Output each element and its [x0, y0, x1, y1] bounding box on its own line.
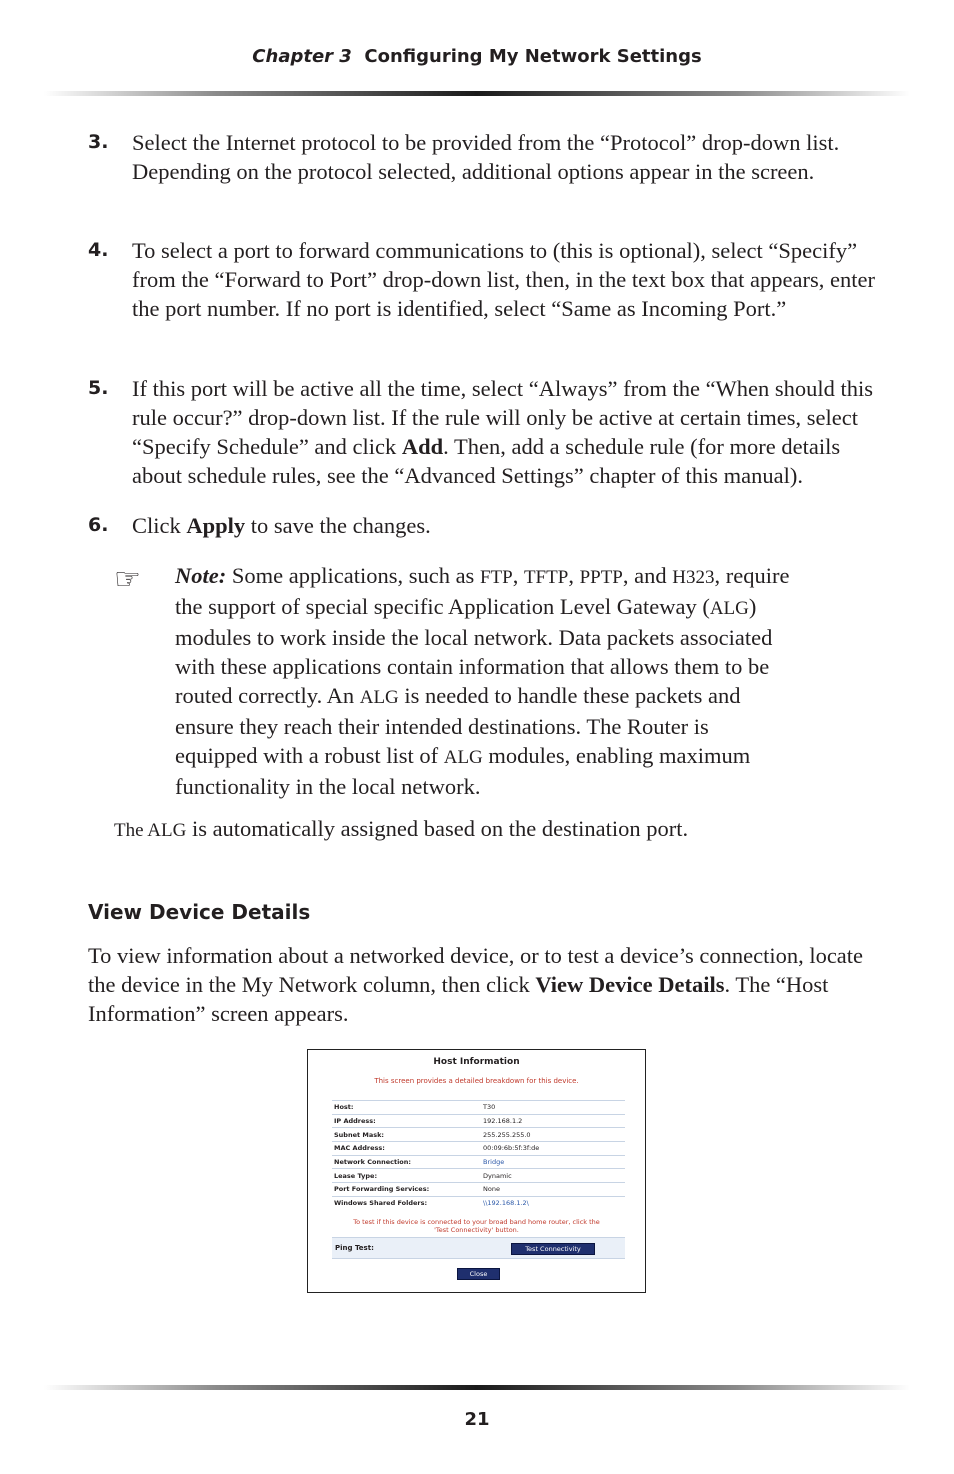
pointing-hand-icon: ☞ [114, 562, 141, 597]
footer-rule [44, 1385, 910, 1390]
chapter-label: Chapter 3 [252, 46, 352, 67]
test-connectivity-button[interactable]: Test Connectivity [511, 1243, 595, 1255]
table-row: Windows Shared Folders: \\192.168.1.2\ [332, 1196, 625, 1209]
chapter-title: Configuring My Network Settings [364, 46, 702, 67]
alg-paragraph: The ALG is automatically assigned based on the destination port. [114, 816, 689, 841]
step-text: Click Apply to save the changes. [132, 513, 431, 538]
table-row: Subnet Mask: 255.255.255.0 [332, 1128, 625, 1142]
note-text: Note: Some applications, such as FTP, TFTP, PPTP, and H323, require the support of special specific Application Level Gateway (ALG) modules to work inside the local network. Data packets associated with these applications contain information that allows them to be routed correctly. An ALG is needed to handle these packets and ensure they reach their intended destinations. The Router is equipped with a robust list of ALG modules, enabling maximum functionality in the local network. [175, 563, 790, 799]
host-info-table [332, 1100, 625, 1210]
ping-test-row [332, 1237, 625, 1259]
table-row: Port Forwarding Services: None [332, 1183, 625, 1197]
screen-title: Host Information [433, 1057, 520, 1067]
close-button[interactable]: Close [457, 1268, 500, 1280]
page-number: 21 [464, 1409, 490, 1430]
step-text: If this port will be active all the time, select “Always” from the “When should this rule occur?” drop-down list. If the rule will only be active at certain times, select “Specify Schedule” and click Add. Then, add a schedule rule (for more details about schedule rules, see the “Advanced Settings” chapter of this manual). [132, 376, 874, 488]
step-text: To select a port to forward communications to (this is optional), select “Specify” from the “Forward to Port” drop-down list, then, in the text box that appears, enter the port number. If no port is identified, select “Same as Incoming Port.” [132, 238, 875, 321]
test-hint: To test if this device is connected to your broad band home router, click the 'Test Connectivity' button. [353, 1218, 600, 1234]
step-number: 3. [88, 131, 109, 153]
step-number: 5. [88, 377, 109, 399]
host-information-screenshot [307, 1049, 646, 1293]
step-3 [88, 128, 878, 186]
step-number: 4. [88, 239, 109, 261]
table-row: Lease Type: Dynamic [332, 1169, 625, 1183]
header-rule [44, 91, 910, 96]
step-4 [88, 236, 878, 323]
step-5 [88, 374, 878, 490]
section-body: To view information about a networked device, or to test a device’s connection, locate the device in the My Network column, then click View Device Details. The “Host Information” screen appears. [88, 943, 864, 1026]
network-connection-link[interactable]: Bridge [481, 1155, 625, 1169]
section-heading: View Device Details [88, 900, 311, 924]
screen-subtitle: This screen provides a detailed breakdown for this device. [374, 1077, 579, 1085]
ping-test-label: Ping Test: [335, 1244, 374, 1252]
step-text: Select the Internet protocol to be provided from the “Protocol” drop-down list. Depending on the protocol selected, additional options appear in the screen. [132, 130, 840, 184]
table-row: Network Connection: Bridge [332, 1155, 625, 1169]
table-row: IP Address: 192.168.1.2 [332, 1114, 625, 1128]
table-row: Host: T30 [332, 1101, 625, 1115]
step-6 [88, 511, 878, 540]
shared-folder-link[interactable]: \\192.168.1.2\ [481, 1196, 625, 1209]
note-block [114, 561, 794, 801]
step-number: 6. [88, 514, 109, 536]
running-header [0, 46, 954, 67]
table-row: MAC Address: 00:09:6b:5f:3f:de [332, 1142, 625, 1156]
